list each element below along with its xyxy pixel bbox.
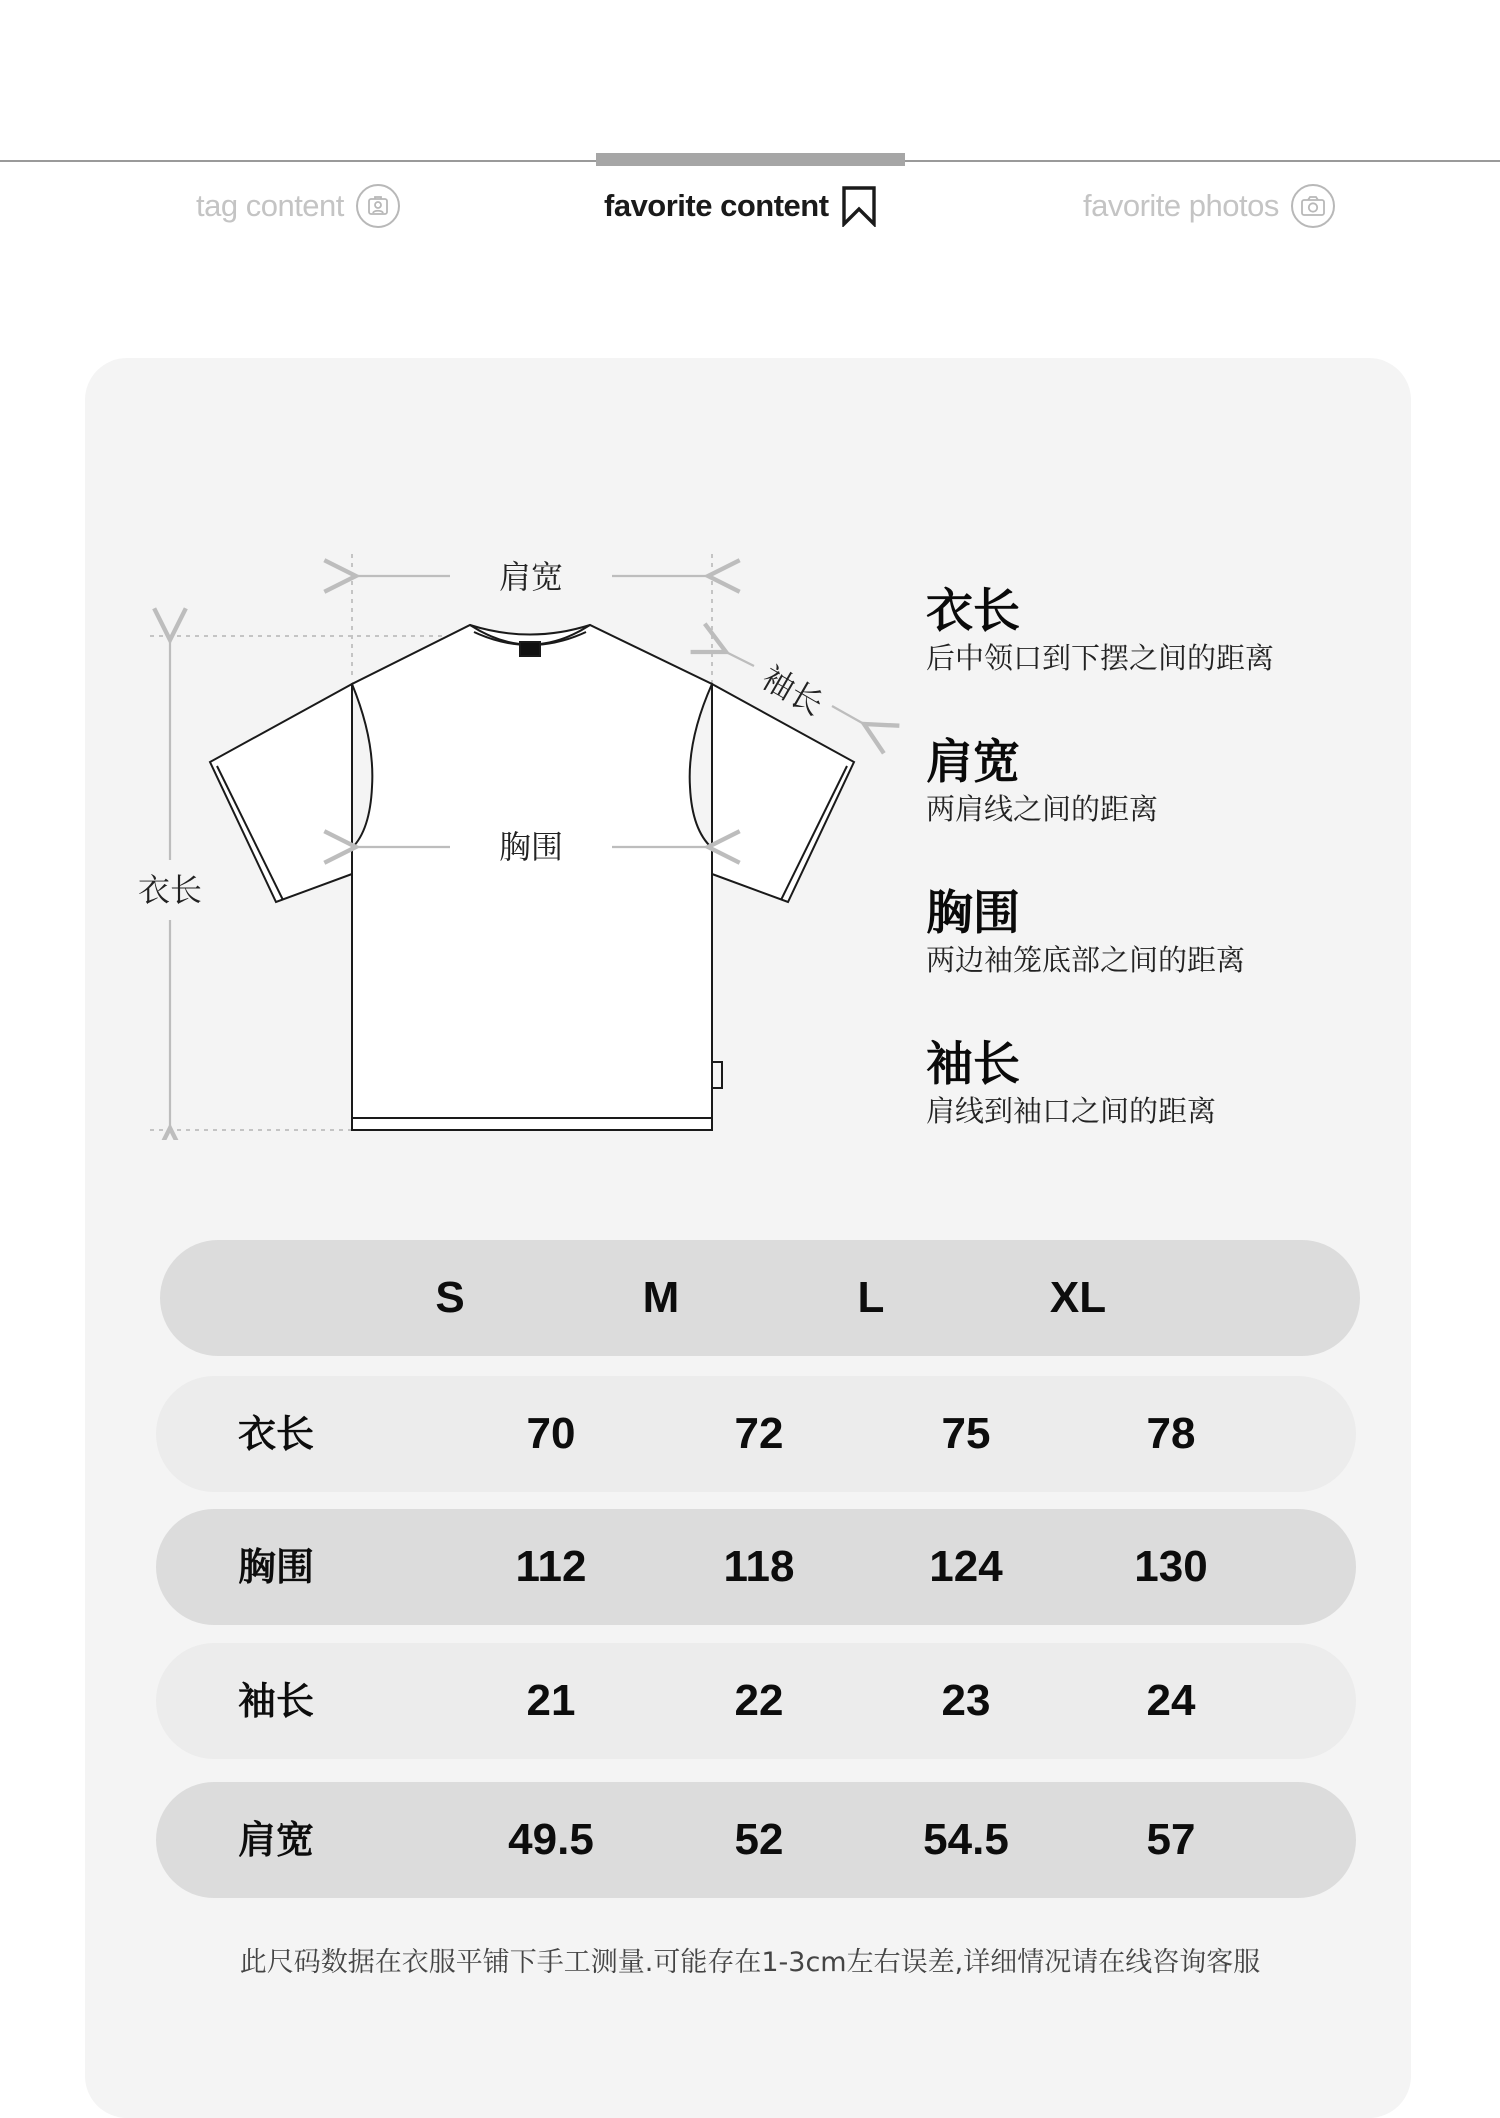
table-cell: 78 <box>1146 1409 1196 1458</box>
chest-label: 胸围 <box>498 828 564 866</box>
row-label: 肩宽 <box>237 1818 314 1862</box>
camera-icon <box>1291 184 1335 228</box>
definition-shoulder <box>926 735 1158 827</box>
header-cell: S <box>435 1273 465 1322</box>
row-label: 衣长 <box>237 1412 314 1456</box>
table-cell: 124 <box>929 1542 1003 1591</box>
active-tab-indicator <box>596 153 905 166</box>
bookmark-icon <box>841 185 877 227</box>
definition-length <box>926 584 1274 676</box>
table-cell: 112 <box>515 1542 587 1591</box>
table-row <box>156 1376 1356 1492</box>
definition-sleeve <box>926 1037 1216 1129</box>
header-cell: L <box>857 1273 885 1322</box>
table-row <box>156 1782 1356 1898</box>
measurement-note: 此尺码数据在衣服平铺下手工测量.可能存在1-3cm左右误差,详细情况请在线咨询客服 <box>239 1947 1261 1978</box>
tab-tag-content[interactable] <box>196 182 400 230</box>
definition-desc: 肩线到袖口之间的距离 <box>926 1094 1217 1128</box>
table-cell: 130 <box>1134 1542 1208 1591</box>
definition-title: 衣长 <box>926 584 1020 639</box>
tab-label: tag content <box>196 188 344 223</box>
tab-label: favorite photos <box>1083 188 1279 223</box>
row-label: 胸围 <box>237 1545 314 1589</box>
table-row <box>156 1643 1356 1759</box>
tab-favorite-photos[interactable] <box>1083 182 1335 230</box>
table-cell: 72 <box>734 1409 784 1458</box>
portrait-icon <box>356 184 400 228</box>
tab-favorite-content[interactable] <box>604 182 877 230</box>
header-cell: M <box>642 1273 680 1322</box>
table-cell: 21 <box>526 1676 576 1725</box>
shoulder-width-label: 肩宽 <box>498 558 564 596</box>
definition-desc: 后中领口到下摆之间的距离 <box>926 641 1275 675</box>
table-cell: 57 <box>1146 1815 1196 1864</box>
definition-title: 袖长 <box>926 1037 1020 1092</box>
sleeve-length-label: 袖长 <box>755 658 830 724</box>
definition-desc: 两肩线之间的距离 <box>926 792 1159 826</box>
table-cell: 54.5 <box>923 1815 1009 1864</box>
tab-label: favorite content <box>604 188 829 223</box>
table-cell: 23 <box>941 1676 991 1725</box>
row-label: 袖长 <box>237 1679 314 1723</box>
table-cell: 118 <box>723 1542 795 1591</box>
length-label: 衣长 <box>137 871 203 909</box>
table-row <box>156 1509 1356 1625</box>
table-cell: 70 <box>526 1409 576 1458</box>
table-cell: 24 <box>1146 1676 1196 1725</box>
definition-title: 胸围 <box>926 886 1020 941</box>
table-cell: 75 <box>941 1409 991 1458</box>
table-cell: 22 <box>734 1676 784 1725</box>
definition-chest <box>926 886 1245 978</box>
definition-title: 肩宽 <box>926 735 1020 790</box>
definition-desc: 两边袖笼底部之间的距离 <box>926 943 1246 977</box>
header-cell: XL <box>1049 1273 1107 1322</box>
tshirt-outline <box>210 625 854 1130</box>
tshirt-diagram <box>120 540 900 1140</box>
table-cell: 49.5 <box>508 1815 594 1864</box>
table-header-row <box>160 1240 1360 1356</box>
table-cell: 52 <box>734 1815 784 1864</box>
